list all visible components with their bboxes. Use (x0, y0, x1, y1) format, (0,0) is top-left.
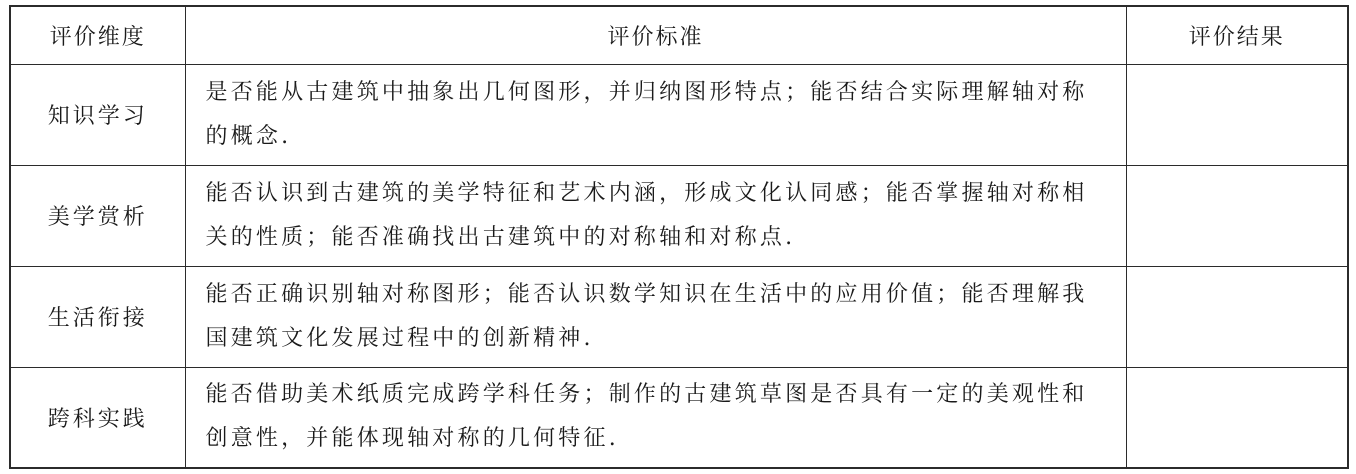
row-criteria-aesthetics: 能否认识到古建筑的美学特征和艺术内涵，形成文化认同感；能否掌握轴对称相关的性质；能否准确找出古建筑中的对称轴和对称点. (185, 165, 1126, 266)
evaluation-table (9, 5, 1349, 469)
row-criteria-knowledge: 是否能从古建筑中抽象出几何图形，并归纳图形特点；能否结合实际理解轴对称的概念. (185, 64, 1126, 165)
row-result-practice (1126, 367, 1348, 468)
row-result-aesthetics (1126, 165, 1348, 266)
row-dimension-knowledge: 知识学习 (10, 64, 185, 165)
table-header-row (10, 6, 1348, 64)
header-dimension: 评价维度 (10, 6, 185, 64)
header-result: 评价结果 (1126, 6, 1348, 64)
row-result-knowledge (1126, 64, 1348, 165)
table-row (10, 266, 1348, 367)
row-criteria-practice: 能否借助美术纸质完成跨学科任务；制作的古建筑草图是否具有一定的美观性和创意性，并能体现轴对称的几何特征. (185, 367, 1126, 468)
table-row (10, 64, 1348, 165)
table-row (10, 165, 1348, 266)
row-criteria-life: 能否正确识别轴对称图形；能否认识数学知识在生活中的应用价值；能否理解我国建筑文化发展过程中的创新精神. (185, 266, 1126, 367)
row-result-life (1126, 266, 1348, 367)
header-criteria: 评价标准 (185, 6, 1126, 64)
row-dimension-aesthetics: 美学赏析 (10, 165, 185, 266)
table-row (10, 367, 1348, 468)
row-dimension-practice: 跨科实践 (10, 367, 185, 468)
row-dimension-life: 生活衔接 (10, 266, 185, 367)
